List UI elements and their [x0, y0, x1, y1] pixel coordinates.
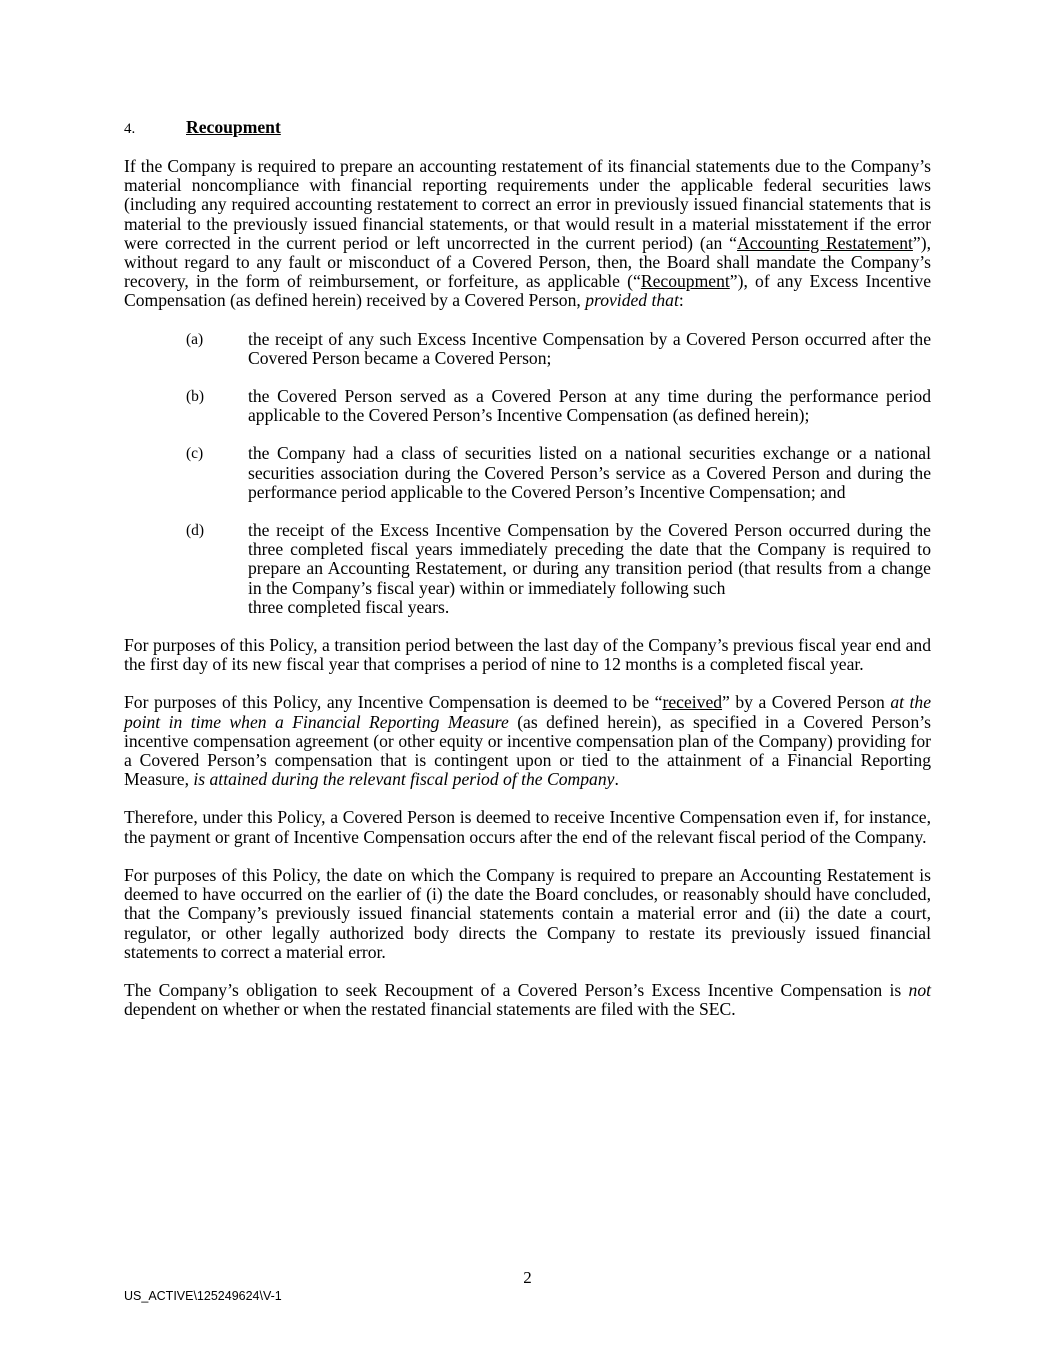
- condition-item-b: [124, 387, 931, 425]
- intro-proviso: provided that: [585, 290, 679, 311]
- page-number: 2: [523, 1268, 532, 1287]
- restatement-date-paragraph: For purposes of this Policy, the date on which the Company is required to prepare an Accounting Restatement is deemed to have occurred on the earlier of (i) the date the Board concludes, or reasonably should have concluded, that the Company’s previously issued financial statements contain a material error and (ii) the date a court, regulator, or other legally authorized body directs the Company to restate its previously issued financial statements to correct a material error.: [124, 864, 931, 962]
- defined-term-recoupment: Recoupment: [640, 271, 730, 292]
- defined-term-accounting-restatement: Accounting Restatement: [737, 232, 913, 253]
- obligation-text-1: The Company’s obligation to seek Recoupment of a Covered Person’s Excess Incentive Compensation is: [124, 979, 909, 1000]
- condition-label: (a): [186, 330, 204, 348]
- defined-term-received: received: [662, 692, 723, 713]
- received-italic-1: at the point in time when a Financial Reporting Measure: [124, 692, 932, 732]
- section-number: 4.: [124, 121, 136, 137]
- intro-paragraph: [124, 157, 931, 311]
- condition-text: the Covered Person served as a Covered Person at any time during the performance period applicable to the Covered Person’s Incentive Compensation (as defined herein);: [248, 386, 931, 426]
- received-text-4: .: [614, 769, 619, 790]
- obligation-italic: not: [908, 979, 931, 1000]
- received-definition-paragraph: [124, 693, 931, 789]
- received-text-1: For purposes of this Policy, any Incentive Compensation is deemed to be “: [124, 692, 663, 713]
- condition-label: (d): [186, 522, 205, 540]
- received-text-2: ” by a Covered Person: [722, 692, 891, 713]
- condition-text: the receipt of the Excess Incentive Compensation by the Covered Person occurred during the three completed fiscal years immediately preceding the date that the Company is required to prepare an Accounting Restatement, or during any transition period (that results from a change in the Company’s fiscal year) within or immediately following such: [248, 520, 931, 598]
- section-title: Recoupment: [186, 117, 281, 137]
- intro-text-4: :: [678, 290, 684, 311]
- condition-label: (b): [186, 388, 205, 406]
- document-id: US_ACTIVE\125249624\V-1: [124, 1289, 282, 1303]
- document-body: [124, 118, 931, 1038]
- received-italic-2: is attained during the relevant fiscal period of the Company: [193, 769, 615, 790]
- condition-item-a: [124, 330, 931, 368]
- intro-text-2: ”), without regard to any fault or misconduct of a Covered Person, then, the Board shall mandate the Company’s recovery, in the form of reimbursement, or forfeiture, as applicable (“: [124, 232, 931, 292]
- received-text-3: (as defined herein), as specified in a Covered Person’s incentive compensation agreement (or other equity or incentive compensation plan of the Company) providing for a Covered Person’s compensation that is contingent upon or tied to the attainment of a Financial Reporting Measure,: [124, 711, 931, 790]
- condition-text-continued: three completed fiscal years.: [248, 596, 450, 617]
- section-heading: [124, 118, 931, 137]
- condition-item-d: [124, 521, 931, 617]
- condition-text: the receipt of any such Excess Incentive Compensation by a Covered Person occurred after the Covered Person became a Covered Person;: [248, 328, 931, 368]
- obligation-text-2: dependent on whether or when the restated financial statements are filed with the SEC.: [124, 999, 736, 1020]
- therefore-paragraph: Therefore, under this Policy, a Covered Person is deemed to receive Incentive Compensation even if, for instance, the payment or grant of Incentive Compensation occurs after the end of the relevant fiscal period of the Company.: [124, 807, 931, 847]
- condition-text: the Company had a class of securities listed on a national securities exchange or a national securities association during the Covered Person’s service as a Covered Person and during the performance period applicable to the Covered Person’s Incentive Compensation; and: [248, 443, 931, 502]
- condition-label: (c): [186, 445, 204, 463]
- intro-text-3: ”), of any Excess Incentive Compensation (as defined herein) received by a Covered Person,: [124, 271, 932, 311]
- transition-period-paragraph: For purposes of this Policy, a transition period between the last day of the Company’s previous fiscal year end and the first day of its new fiscal year that comprises a period of nine to 12 months is a completed fiscal year.: [124, 635, 931, 675]
- obligation-paragraph: [124, 981, 931, 1019]
- condition-item-c: [124, 444, 931, 502]
- intro-text-1: If the Company is required to prepare an accounting restatement of its financial statements due to the Company’s material noncompliance with financial reporting requirements under the applicable federal securities laws (including any required accounting restatement to correct an error in previously issued financial statements that is material to the previously issued financial statements, or that would result in a material misstatement if the error were corrected in the current period or left uncorrected in the current period) (an “: [124, 156, 931, 253]
